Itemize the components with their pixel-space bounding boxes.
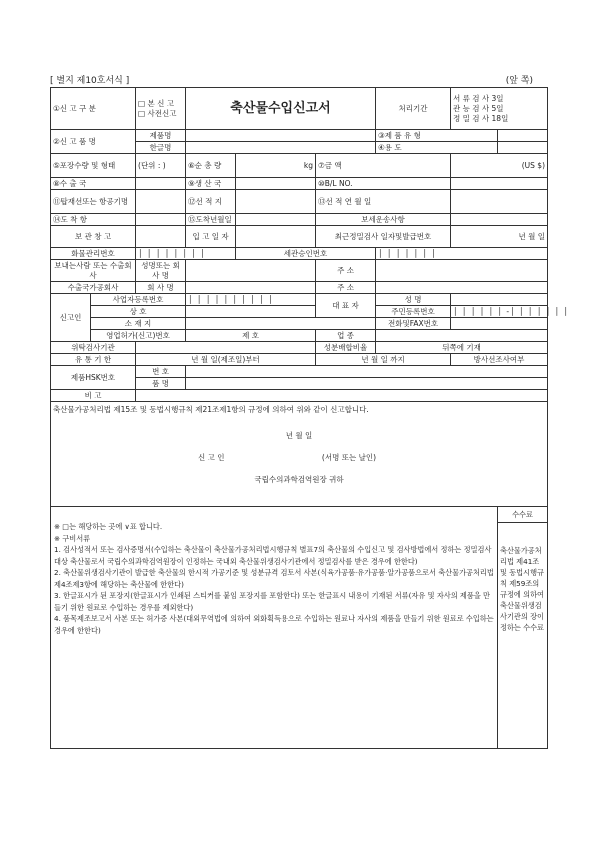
customs-number-label: 세관승인번호 [236, 248, 376, 260]
customs-number-field[interactable]: │ │ │ │ │ │ │ [376, 248, 548, 260]
signer-label: 신 고 인 [198, 453, 225, 462]
tel-fax-label: 전화및FAX번호 [376, 318, 451, 330]
processor-address-field[interactable] [376, 282, 548, 294]
main-report-checkbox[interactable]: □ 본 신 고 [138, 98, 174, 108]
remark-label: 비 고 [51, 390, 136, 402]
bonded-transport-field[interactable] [451, 214, 548, 226]
sender-company-field[interactable] [186, 260, 316, 282]
declaration-date[interactable]: 년 월 일 [285, 431, 313, 440]
processor-company-field[interactable] [186, 282, 316, 294]
hsk-number-field[interactable] [186, 366, 548, 378]
report-type-label: ①신 고 구 분 [51, 88, 136, 130]
package-label: ⑤포장수량 및 형태 [51, 154, 136, 178]
sender-label: 보내는사람 또는 수출회사 [51, 260, 136, 282]
processing-periods [451, 88, 548, 130]
origin-country-label: ⑨생 산 국 [186, 178, 236, 190]
fee-title: 수수료 [498, 507, 547, 523]
trade-name-label: 상 호 [91, 306, 186, 318]
side-label: (앞 쪽) [505, 76, 533, 86]
tel-fax-field[interactable] [451, 318, 548, 330]
sender-address-label: 주 소 [316, 260, 376, 282]
loading-port-field[interactable] [236, 190, 316, 214]
recent-inspection-label: 최근정밀검사 일자및발급번호 [316, 226, 451, 248]
loading-date-label: ⑬선 적 연 월 일 [316, 190, 451, 214]
hsk-number-label: 번 호 [136, 366, 186, 378]
amount-unit[interactable]: (US $) [451, 154, 548, 178]
hsk-item-field[interactable] [186, 378, 548, 390]
sign-note[interactable]: (서명 또는 날인) [321, 453, 376, 462]
origin-country-field[interactable] [236, 178, 316, 190]
product-type-label: ③제 품 유 형 [376, 130, 498, 142]
agency-label: 위탁검사기관 [51, 342, 136, 354]
report-type-options [136, 88, 186, 130]
note-4: 4. 품목제조보고서 사본 또는 허가증 사본(대외무역법에 의하여 외화획득용으로 수입하는 원료나 자사의 제품을 만들기 위한 원료로 수입하는 경우에 한한다) [54, 614, 494, 635]
bl-label: ⑩B/L NO. [316, 178, 451, 190]
product-name-sub: 제품명 [136, 130, 186, 142]
notes-block [51, 507, 498, 749]
bonded-transport-label: 보세운송사항 [316, 214, 451, 226]
remark-field[interactable] [136, 390, 548, 402]
storage-date-label: 입 고 일 자 [186, 226, 236, 248]
license-label: 영업허가(신고)번호 [91, 330, 186, 342]
export-country-label: ⑧수 출 국 [51, 178, 136, 190]
storage-date-field[interactable] [236, 226, 316, 248]
loading-port-label: ⑫선 적 지 [186, 190, 236, 214]
representative-label: 대 표 자 [316, 294, 376, 318]
radiation-label: 방사선조사여부 [451, 354, 548, 366]
arrival-port-label: ⑭도 착 항 [51, 214, 136, 226]
note-docs: ※ 구비서류 [54, 533, 91, 543]
fee-block [498, 507, 548, 749]
recent-inspection-date[interactable]: 년 월 일 [451, 226, 548, 248]
vessel-field[interactable] [136, 190, 186, 214]
arrival-port-field[interactable] [136, 214, 186, 226]
cargo-number-field[interactable]: │ │ │ │ │ │ │ │ [136, 248, 236, 260]
warehouse-field[interactable] [136, 226, 186, 248]
processing-doc: 서 류 검 사 3일 [453, 93, 504, 103]
note-3: 3. 한글표시가 된 포장지(한글표시가 인쇄된 스티커를 붙임 포장지를 포함한다) 또는 한글표시 내용이 기재된 서류(자유 및 자사의 제품을 만들기 위한 원료로 수입하는 경우를 제외한다) [54, 591, 490, 612]
addressee: 국립수의과학검역원장 귀하 [254, 475, 344, 484]
arrival-date-field[interactable] [236, 214, 316, 226]
applicant-label: 신고인 [51, 294, 91, 342]
business-type-label: 업 종 [316, 330, 376, 342]
processor-label: 수출국가공회사 [51, 282, 136, 294]
license-number[interactable]: 제 호 [186, 330, 316, 342]
warehouse-label: 보 관 창 고 [51, 226, 136, 248]
agency-field[interactable] [136, 342, 316, 354]
vessel-label: ⑪탑재선또는 항공기명 [51, 190, 136, 214]
expiry-from[interactable]: 년 월 일(제조일)부터 [136, 354, 316, 366]
signer-line [53, 452, 545, 464]
korean-name-label: 한글명 [136, 142, 186, 154]
rep-name-label: 성 명 [376, 294, 451, 306]
arrival-date-label: ⑮도착년월일 [186, 214, 236, 226]
declaration-block [51, 402, 548, 507]
usage-field[interactable] [498, 142, 548, 154]
bl-field[interactable] [451, 178, 548, 190]
loading-date-field[interactable] [451, 190, 548, 214]
processor-address-label: 주 소 [316, 282, 376, 294]
prior-report-checkbox[interactable]: □ 사전신고 [138, 108, 177, 118]
import-declaration-form [50, 87, 570, 749]
product-name-label: ②신 고 품 명 [51, 130, 136, 154]
export-country-field[interactable] [136, 178, 186, 190]
sender-address-field[interactable] [376, 260, 548, 282]
usage-label: ④용 도 [376, 142, 498, 154]
processor-company-label: 회 사 명 [136, 282, 186, 294]
expiry-to[interactable]: 년 월 일 까지 [316, 354, 451, 366]
note-2: 2. 축산물위생검사기관이 발급한 축산물의 한시적 가공기준 및 성분규격 검토서 사본(식육가공품·유가공품·알가공품으로서 축산물가공처리법 제4조제3항에 해당하는 축산물에 한한다) [54, 568, 494, 589]
processing-precise: 정 밀 검 사 18일 [453, 113, 509, 123]
business-reg-field[interactable]: │ │ │ │ │ │ │ │ │ │ [186, 294, 316, 306]
sender-company-label: 성명또는 회 사 명 [136, 260, 186, 282]
form-label: [ 별지 제10호서식 ] [50, 76, 130, 86]
location-label: 소 재 지 [91, 318, 186, 330]
product-type-field[interactable] [498, 130, 548, 142]
hsk-label: 제품HSK번호 [51, 366, 136, 390]
ratio-label: 성분배합비율 [316, 342, 376, 354]
amount-label: ⑦금 액 [316, 154, 451, 178]
product-name-field[interactable] [186, 130, 376, 142]
expiry-label: 유 통 기 한 [51, 354, 136, 366]
korean-name-field[interactable] [186, 142, 376, 154]
page-title: 축산물수입신고서 [186, 88, 376, 130]
rep-name-field[interactable] [451, 294, 548, 306]
package-unit[interactable]: (단위 : ) [136, 154, 186, 178]
trade-name-field[interactable] [186, 306, 316, 318]
fee-text: 축산물가공처리법 제41조 및 동법시행규칙 제59조의 규정에 의하여 축산물위생검사기관의 장이 정하는 수수료 [500, 546, 544, 632]
location-field[interactable] [186, 318, 376, 330]
declaration-text: 축산물가공처리법 제15조 및 동법시행규칙 제21조제1항의 규정에 의하여 위와 같이 신고합니다. [53, 405, 369, 414]
business-reg-label: 사업자등록번호 [91, 294, 186, 306]
note-check: ※ □는 해당하는 곳에 ∨표 합니다. [54, 522, 163, 531]
note-1: 1. 검사성적서 또는 검사증명서(수입하는 축산물이 축산물가공처리법시행규칙 별표7의 축산물의 수입신고 및 검사방법에서 정하는 정밀검사대상 축산물로서 국립수의과학검역원장이 인정하는 국내외 축산물위생검사기관에서 정밀검사를 받은 경우에 한한다) [54, 545, 492, 566]
processing-sensory: 관 능 검 사 5일 [453, 103, 504, 113]
business-type-field[interactable] [376, 330, 548, 342]
hsk-item-label: 품 명 [136, 378, 186, 390]
net-weight-label: ⑥순 총 량 [186, 154, 236, 178]
rrn-field[interactable]: │ │ │ │ │ │ -│ │ │ │ │ │ │ [451, 306, 548, 318]
rrn-label: 주민등록번호 [376, 306, 451, 318]
processing-label: 처리기간 [376, 88, 451, 130]
net-weight-unit[interactable]: kg [236, 154, 316, 178]
cargo-number-label: 화물관리번호 [51, 248, 136, 260]
ratio-back-note: 뒤쪽에 기재 [376, 342, 548, 354]
